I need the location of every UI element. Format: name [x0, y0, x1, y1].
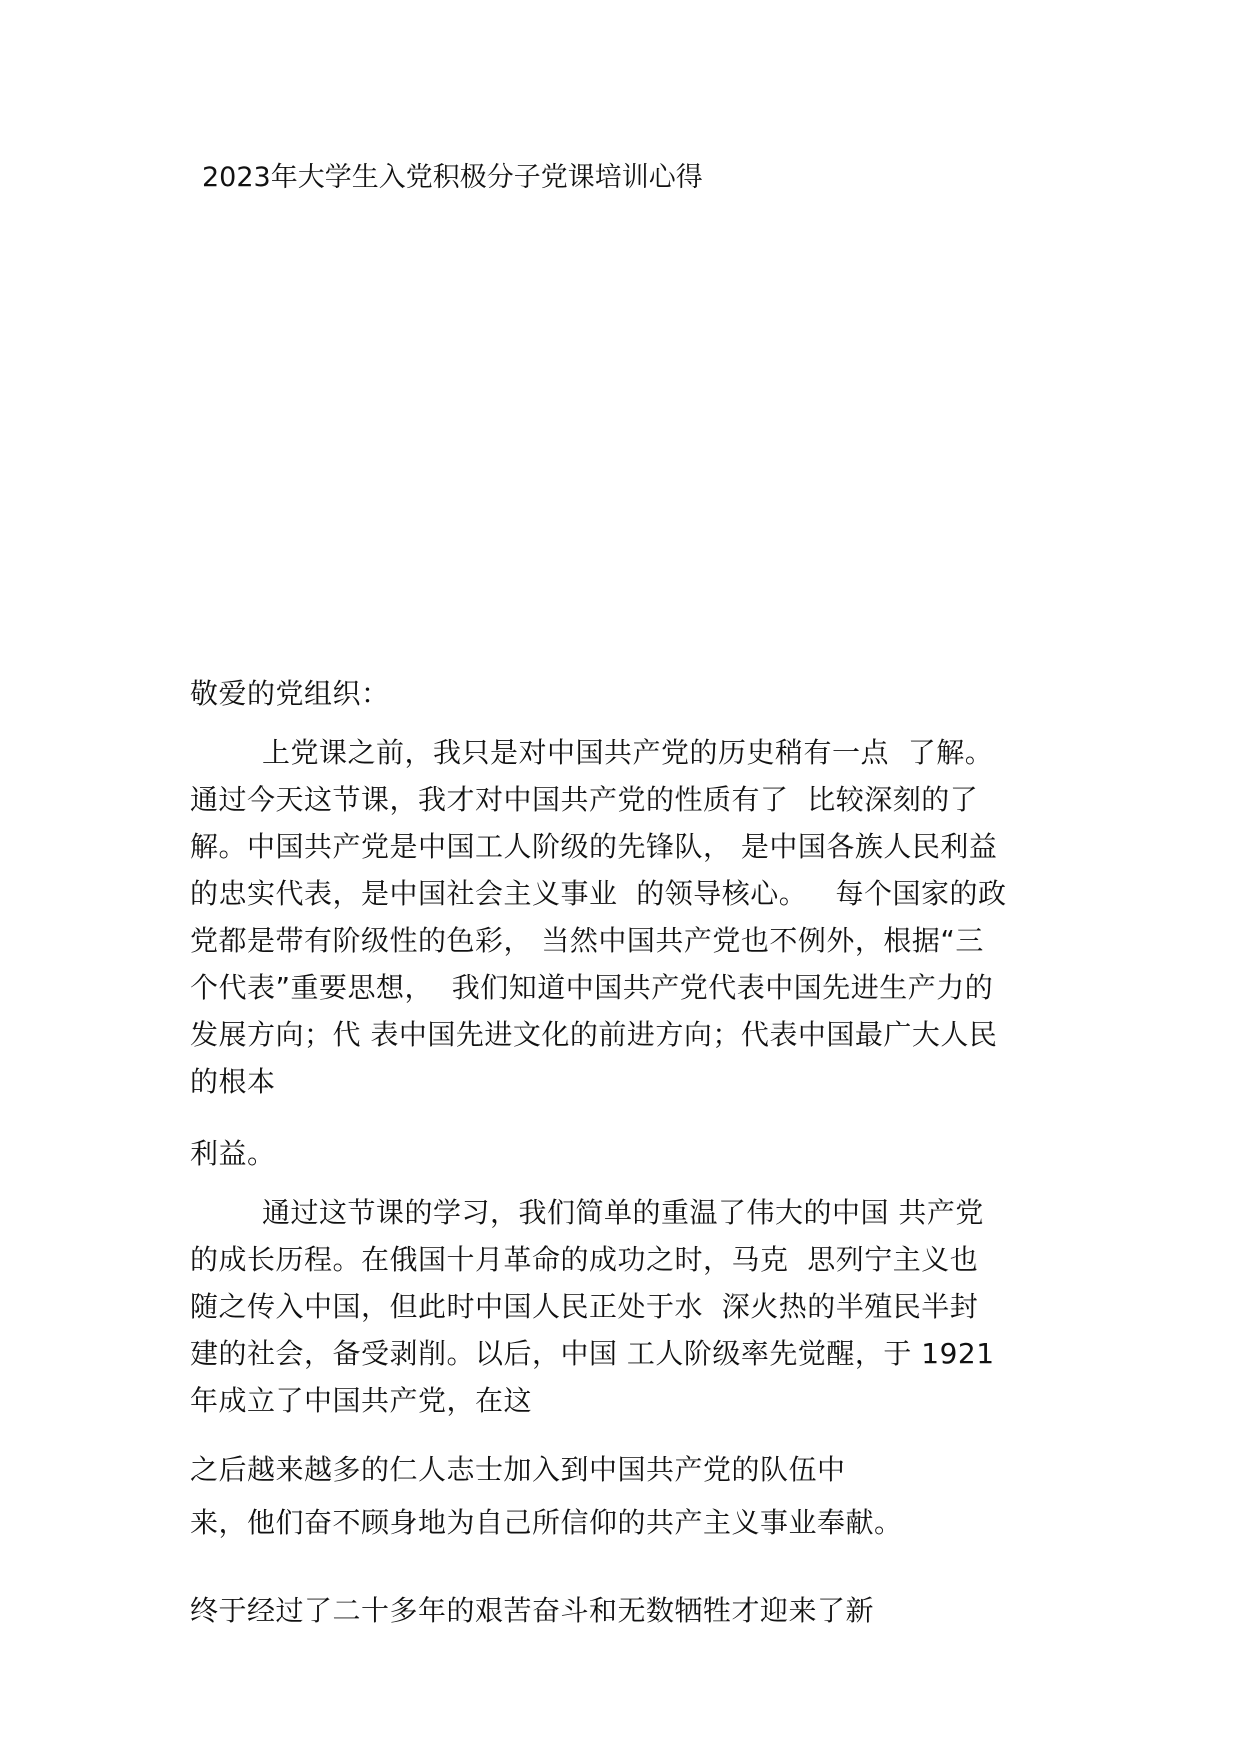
paragraph-2-line-4: 建的社会，备受剥削。以后，中国 工人阶级率先觉醒，于 1921	[190, 1337, 995, 1370]
paragraph-2-line-5: 年成立了中国共产党，在这	[190, 1384, 533, 1417]
paragraph-3-line-2: 来，他们奋不顾身地为自己所信仰的共产主义事业奉献。	[190, 1506, 903, 1539]
paragraph-1-line-1: 上党课之前，我只是对中国共产党的历史稍有一点 了解。	[262, 736, 994, 769]
salutation: 敬爱的党组织：	[190, 677, 390, 710]
paragraph-2-line-2: 的成长历程。在俄国十月革命的成功之时，马克 思列宁主义也	[190, 1243, 979, 1276]
paragraph-1-line-2: 通过今天这节课，我才对中国共产党的性质有了 比较深刻的了	[190, 783, 979, 816]
document-title: 2023年大学生入党积极分子党课培训心得	[202, 162, 703, 193]
paragraph-2-line-1: 通过这节课的学习，我们简单的重温了伟大的中国 共产党	[262, 1196, 984, 1229]
paragraph-1-line-5: 党都是带有阶级性的色彩， 当然中国共产党也不例外，根据“三	[190, 924, 984, 957]
paragraph-4-line-1: 终于经过了二十多年的艰苦奋斗和无数牺牲才迎来了新	[190, 1594, 875, 1627]
paragraph-1-line-4: 的忠实代表，是中国社会主义事业 的领导核心。 每个国家的政	[190, 877, 1007, 910]
paragraph-1-line-8: 的根本	[190, 1065, 276, 1098]
paragraph-1-line-9: 利益。	[190, 1137, 276, 1170]
paragraph-1-line-6: 个代表”重要思想， 我们知道中国共产党代表中国先进生产力的	[190, 971, 994, 1004]
paragraph-3-line-1: 之后越来越多的仁人志士加入到中国共产党的队伍中	[190, 1453, 846, 1486]
paragraph-1-line-3: 解。中国共产党是中国工人阶级的先锋队， 是中国各族人民利益	[190, 830, 998, 863]
paragraph-2-line-3: 随之传入中国，但此时中国人民正处于水 深火热的半殖民半封	[190, 1290, 979, 1323]
paragraph-1-line-7: 发展方向；代 表中国先进文化的前进方向；代表中国最广大人民	[190, 1018, 998, 1051]
